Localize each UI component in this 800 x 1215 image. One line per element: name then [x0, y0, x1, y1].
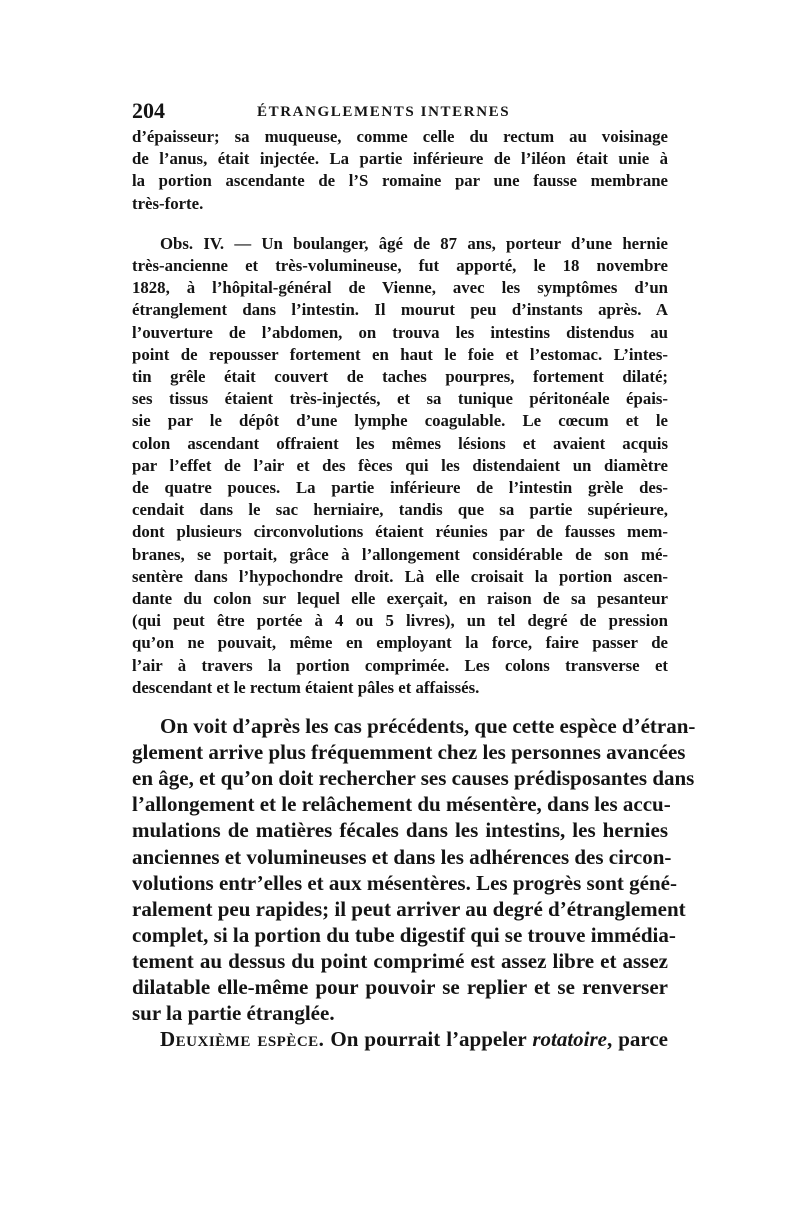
text-line: ralement peu rapides; il peut arriver au degré d’étranglement	[132, 896, 686, 921]
text-line: 1828, à l’hôpital-général de Vienne, avec les symptômes d’un	[132, 278, 668, 298]
text-line: descendant et le rectum étaient pâles et affaissés.	[132, 677, 480, 697]
text-line: la portion ascendante de l’S romaine par une fausse membrane	[132, 171, 668, 191]
text-line: glement arrive plus fréquemment chez les personnes avancées	[132, 740, 686, 765]
text-line: cendait dans le sac herniaire, tandis que sa partie supérieure,	[132, 500, 668, 520]
text-line: Obs. IV. — Un boulanger, âgé de 87 ans, porteur d’une hernie	[160, 233, 668, 253]
text-line: dont plusieurs circonvolutions étaient réunies par de fausses mem-	[132, 522, 668, 542]
section-heading: Deuxième espèce.	[160, 1027, 325, 1052]
text-line: en âge, et qu’on doit rechercher ses causes prédisposantes dans	[132, 766, 695, 791]
text-line: complet, si la portion du tube digestif qui se trouve immédia-	[132, 922, 676, 947]
text-line: mulations de matières fécales dans les intestins, les hernies	[132, 818, 668, 843]
text-line: tin grêle était couvert de taches pourpres, fortement dilaté;	[132, 367, 668, 387]
text-line: très-forte.	[132, 193, 204, 213]
book-page	[132, 98, 696, 1052]
text-line: ses tissus étaient très-injectés, et sa tunique péritonéale épais-	[132, 389, 668, 409]
main-paragraph	[132, 713, 696, 1052]
text-line: anciennes et volumineuses et dans les adhérences des circon-	[132, 844, 672, 869]
text-line: dante du colon sur lequel elle exerçait, en raison de sa pesanteur	[132, 589, 668, 609]
observation-paragraph	[132, 233, 668, 699]
italic-term: rotatoire	[532, 1027, 607, 1052]
text-run: , parce	[607, 1027, 668, 1052]
text-line: On voit d’après les cas précédents, que cette espèce d’étran-	[160, 714, 696, 739]
text-line: de quatre pouces. La partie inférieure de l’intestin grèle des-	[132, 478, 668, 498]
text-line: très-ancienne et très-volumineuse, fut apporté, le 18 novembre	[132, 256, 668, 276]
text-line: tement au dessus du point comprimé est assez libre et assez	[132, 948, 668, 973]
text-line: par l’effet de l’air et des fèces qui les distendaient un diamètre	[132, 455, 668, 475]
text-line: colon ascendant offraient les mêmes lésions et avaient acquis	[132, 433, 668, 453]
text-line: volutions entr’elles et aux mésentères. Les progrès sont géné-	[132, 870, 677, 895]
text-line: l’allongement et le relâchement du mésentère, dans les accu-	[132, 792, 671, 817]
paragraph-continuation	[132, 126, 668, 215]
text-line: qu’on ne pouvait, même en employant la force, faire passer de	[132, 633, 668, 653]
section-start-line	[132, 1026, 668, 1052]
page-number: 204	[132, 98, 165, 123]
text-line: point de repousser fortement en haut le foie et l’estomac. L’intes-	[132, 344, 668, 364]
text-line: sie par le dépôt d’une lymphe coagulable. Le cœcum et le	[132, 411, 668, 431]
text-line: sur la partie étranglée.	[132, 1001, 335, 1026]
text-line: (qui peut être portée à 4 ou 5 livres), un tel degré de pression	[132, 611, 668, 631]
text-run: On pourrait l’appeler	[324, 1027, 533, 1052]
text-line: l’ouverture de l’abdomen, on trouva les intestins distendus au	[132, 322, 668, 342]
text-line: étranglement dans l’intestin. Il mourut peu d’instants après. A	[132, 300, 668, 320]
text-line: de l’anus, était injectée. La partie inférieure de l’iléon était unie à	[132, 149, 668, 169]
page-header	[132, 98, 668, 124]
text-line: l’air à travers la portion comprimée. Les colons transverse et	[132, 655, 668, 675]
text-line: dilatable elle-même pour pouvoir se replier et se renverser	[132, 975, 668, 1000]
text-line: branes, se portait, grâce à l’allongement considérable de son mé-	[132, 544, 668, 564]
text-line: d’épaisseur; sa muqueuse, comme celle du rectum au voisinage	[132, 127, 668, 146]
running-head: ÉTRANGLEMENTS INTERNES	[257, 104, 511, 120]
text-line: sentère dans l’hypochondre droit. Là elle croisait la portion ascen-	[132, 566, 668, 586]
